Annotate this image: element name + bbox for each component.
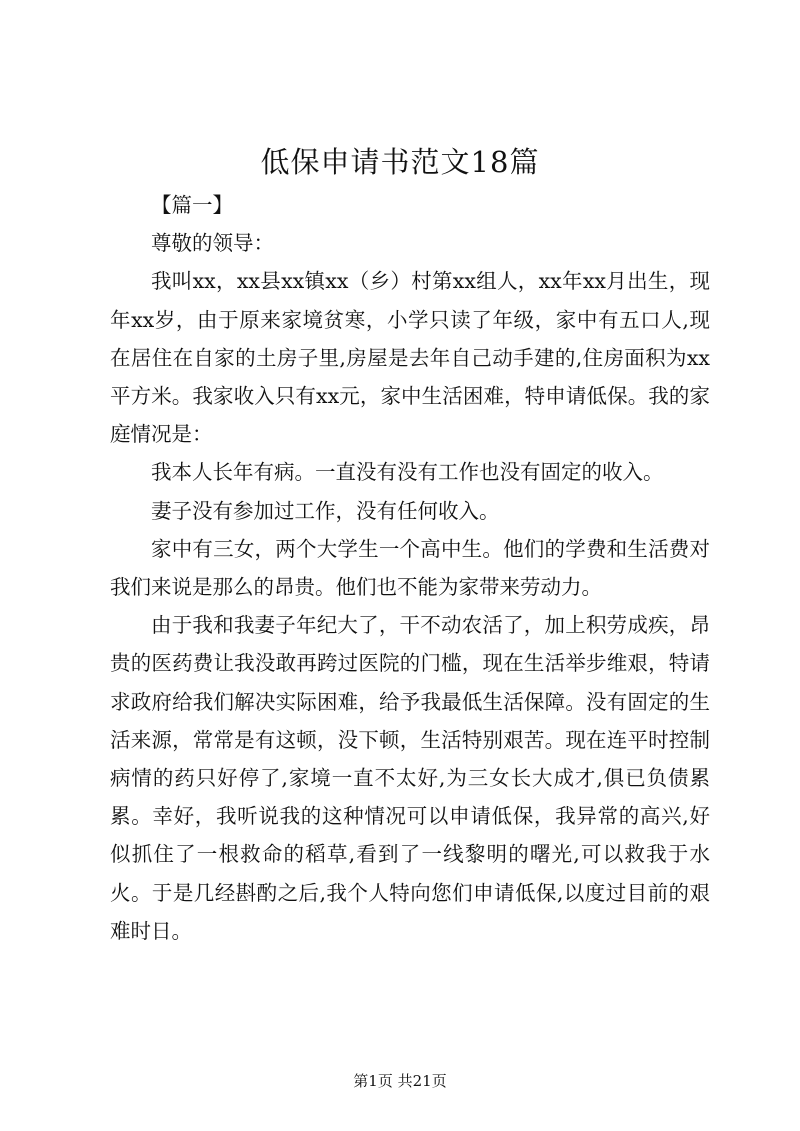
paragraph-children: 家中有三女，两个大学生一个高中生。他们的学费和生活费对我们来说是那么的昂贵。他们也不能为家带来劳动力。 [110,536,710,600]
paragraph-personal-info: 我叫xx，xx县xx镇xx（乡）村第xx组人，xx年xx月出生，现年xx岁，由于原来家境贫寒，小学只读了年级，家中有五口人,现在居住在自家的土房子里,房屋是去年自己动手建的,住房面积为xx平方米。我家收入只有xx元，家中生活困难，特申请低保。我的家庭情况是： [110,269,710,447]
paragraph-request: 由于我和我妻子年纪大了，干不动农活了，加上积劳成疾，昂贵的医药费让我没敢再跨过医院的门槛，现在生活举步维艰，特请求政府给我们解决实际困难，给予我最低生活保障。没有固定的生活来源，常常是有这顿，没下顿，生活特别艰苦。现在连平时控制病情的药只好停了,家境一直不太好,为三女长大成才,俱已负债累累。幸好，我听说我的这种情况可以申请低保，我异常的高兴,好似抓住了一根救命的稻草,看到了一线黎明的曙光,可以救我于水火。于是几经斟酌之后,我个人特向您们申请低保,以度过目前的艰难时日。 [110,613,710,943]
page-number: 第1页 [353,1072,393,1090]
paragraph-self-condition: 我本人长年有病。一直没有没有工作也没有固定的收入。 [151,460,664,485]
document-title: 低保申请书范文18篇 [260,145,540,179]
page-total: 共21页 [397,1072,447,1090]
section-label: 【篇一】 [151,193,233,217]
salutation: 尊敬的领导： [151,231,274,256]
document-body [110,186,710,950]
page-footer [0,1070,800,1092]
paragraph-wife-condition: 妻子没有参加过工作，没有任何收入。 [151,498,500,523]
